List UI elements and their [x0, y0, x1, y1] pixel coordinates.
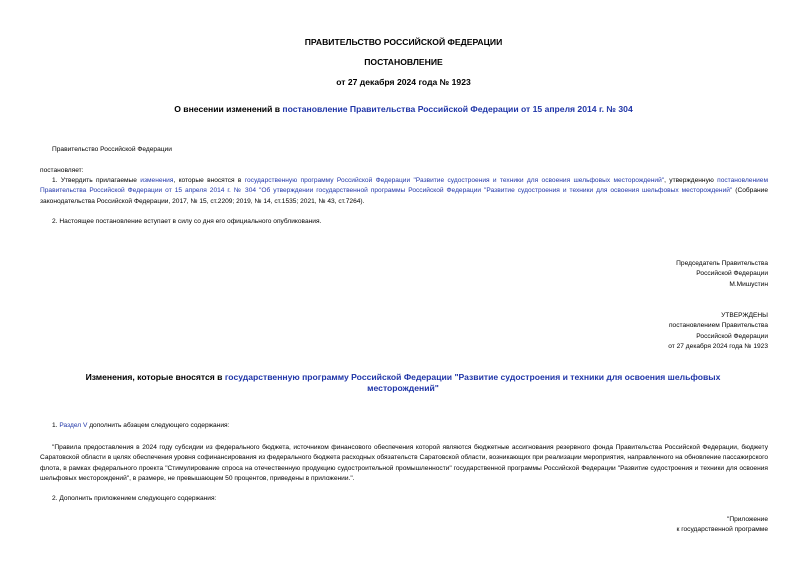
approved-line-4: от 27 декабря 2024 года № 1923 [668, 343, 768, 351]
issuer-text: Правительство Российской Федерации [52, 146, 172, 153]
item-1-end: (Собрание законодательства Российской Федерации, 2017, № 15, ст.2209; 2019, № 14, ст.1535; 2021, № 43, ст.7264). [40, 187, 768, 205]
decree-text: постановляет: [40, 167, 84, 174]
changes-item-1-num: 1. [52, 422, 60, 429]
signature-line-2: Российской Федерации [696, 270, 768, 278]
changes-item-1-rest: дополнить абзацем следующего содержания: [87, 422, 230, 429]
approved-line-3: Российской Федерации [696, 332, 768, 340]
title-prefix: О внесении изменений в [174, 104, 283, 114]
program-link[interactable]: государственную программу Российской Федерации "Развитие судостроения и техники для освоения шельфовых месторождений" [244, 177, 665, 184]
changes-title-link[interactable]: государственную программу Российской Федерации "Развитие судостроения и техники для освоения шельфовых месторождений" [224, 372, 721, 393]
item-2-paragraph: 2. Настоящее постановление вступает в силу со дня его официального опубликования. [52, 218, 322, 225]
item-1-paragraph [40, 176, 768, 207]
signature-block [560, 259, 768, 290]
document-type-heading: ПОСТАНОВЛЕНИЕ [364, 57, 443, 67]
section-v-link[interactable]: Раздел V [59, 422, 88, 429]
government-heading: ПРАВИТЕЛЬСТВО РОССИЙСКОЙ ФЕДЕРАЦИИ [304, 37, 503, 47]
quote-paragraph [40, 443, 768, 485]
quote-text: "Правила предоставления в 2024 году субсидии из федерального бюджета, источником финансового обеспечения которой являются бюджетные ассигнования резервного фонда Правительства Российской Федерации, бюджету Саратовской области в целях обеспечения уровня софинансирования из федерального бюджета расходных обязательств Саратовской области, возникающих при реализации мероприятия, направленного на обновление пассажирского флота, в рамках федерального проекта "Стимулирование спроса на отечественную продукцию судостроительной промышленности" государственной программы Российской Федерации "Развитие судостроения и техники для освоения шельфовых месторождений", в размере, не превышающем 50 процентов, приведены в приложении.". [40, 444, 768, 483]
changes-title [60, 372, 746, 394]
item-1-mid: , которые вносятся в [173, 177, 245, 184]
changes-link[interactable]: изменения [140, 177, 174, 184]
appendix-line-2: к государственной программе [676, 526, 768, 534]
changes-item-1 [52, 421, 768, 431]
item-1-start: 1. Утвердить прилагаемые [52, 177, 141, 184]
approved-line-1: УТВЕРЖДЕНЫ [721, 312, 768, 319]
title-link[interactable]: постановление Правительства Российской Федерации от 15 апреля 2014 г. № 304 [282, 104, 633, 114]
appendix-block [560, 515, 768, 536]
signature-line-3: М.Мишустин [729, 280, 768, 288]
approved-line-2: постановлением Правительства [668, 322, 768, 330]
item-1-mid2: , утвержденную [664, 177, 718, 184]
appendix-line-1: "Приложение [726, 516, 768, 523]
signature-line-1: Председатель Правительства [676, 260, 768, 267]
changes-title-prefix: Изменения, которые вносятся в [85, 372, 225, 382]
approved-block [560, 311, 768, 353]
document-title [40, 104, 767, 114]
decree-link[interactable]: постановлением Правительства Российской Федерации от 15 апреля 2014 г. № 304 "Об утверждении государственной программы Российской Федерации "Развитие судостроения и техники для освоения шельфовых месторождений" [40, 177, 768, 195]
changes-item-2: 2. Дополнить приложением следующего содержания: [52, 495, 217, 502]
date-number-heading: от 27 декабря 2024 года № 1923 [336, 77, 471, 87]
